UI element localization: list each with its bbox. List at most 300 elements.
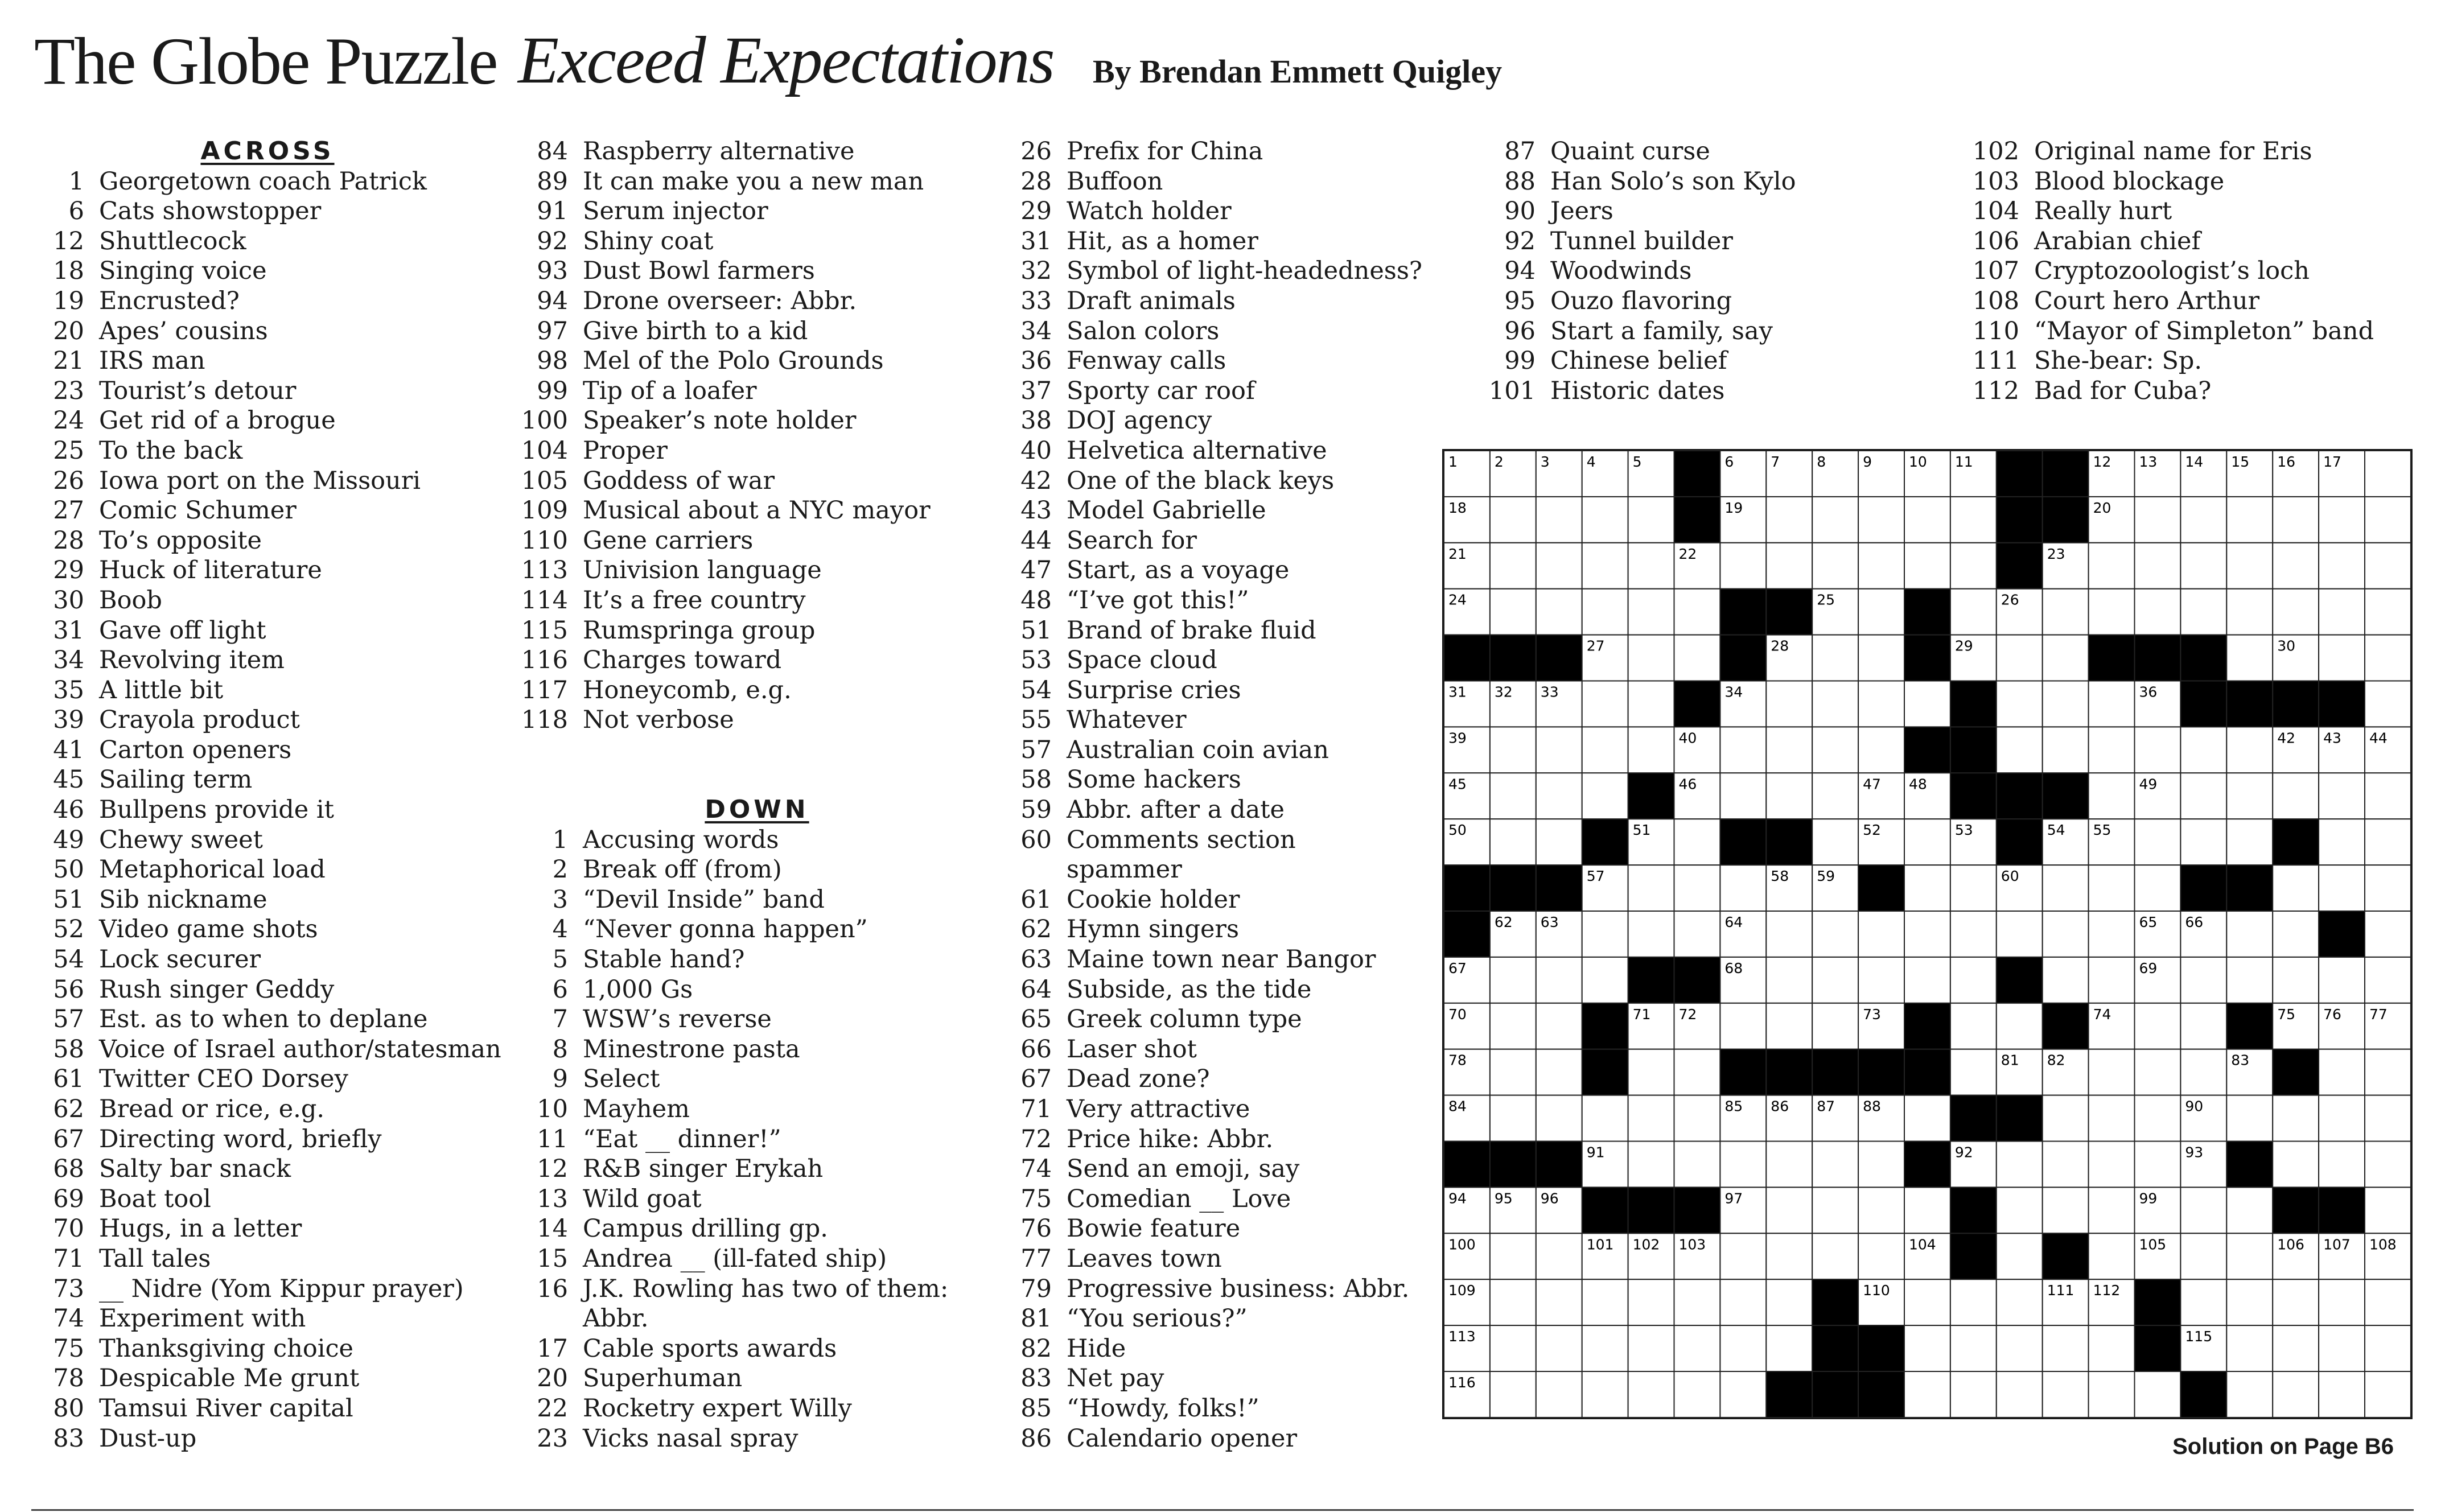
grid-cell[interactable] [1997,681,2043,727]
grid-cell[interactable] [2180,1003,2226,1049]
grid-cell[interactable] [2089,865,2135,911]
grid-cell[interactable] [1950,865,1997,911]
grid-cell[interactable] [2043,1095,2089,1142]
grid-cell[interactable] [2365,1049,2411,1095]
grid-cell[interactable] [2273,1325,2319,1371]
grid-cell[interactable] [2089,1371,2135,1418]
grid-cell[interactable] [1904,1095,1950,1142]
grid-cell[interactable] [1490,497,1536,543]
grid-cell[interactable] [2043,635,2089,681]
grid-cell[interactable] [1904,543,1950,589]
clue-number: 47 [1020,556,1052,585]
grid-cell[interactable] [1536,1279,1582,1325]
across-clue-23 [34,376,501,406]
clue-text: Univision language [583,556,822,585]
grid-cell[interactable] [2089,543,2135,589]
clue-number: 88 [1504,167,1536,196]
grid-cell[interactable] [1720,543,1766,589]
grid-cell[interactable] [2365,1279,2411,1325]
clue-number: 19 [53,286,84,315]
grid-cell[interactable] [1490,1325,1536,1371]
grid-cell[interactable] [2273,1142,2319,1188]
down-clue-16-cont [518,1304,996,1334]
grid-cell[interactable] [2226,543,2273,589]
grid-cell[interactable] [1950,911,1997,957]
grid-cell[interactable] [2180,589,2226,635]
grid-cell[interactable] [2365,865,2411,911]
grid-cell[interactable] [1766,681,1812,727]
grid-cell[interactable] [2135,1049,2181,1095]
grid-cell[interactable] [2226,1095,2273,1142]
grid-cell[interactable] [1536,1371,1582,1418]
grid-cell[interactable] [1628,911,1674,957]
grid-cell[interactable] [2089,957,2135,1003]
grid-number: 112 [2093,1282,2121,1299]
grid-cell[interactable] [1536,773,1582,819]
grid-cell[interactable] [2273,1371,2319,1418]
grid-cell[interactable] [1582,911,1628,957]
grid-cell[interactable] [2089,1187,2135,1233]
grid-cell[interactable] [1766,1142,1812,1188]
grid-cell[interactable] [2365,543,2411,589]
grid-cell[interactable] [2135,543,2181,589]
grid-cell[interactable] [2319,1325,2365,1371]
grid-cell[interactable] [2365,497,2411,543]
grid-cell[interactable] [1812,1003,1858,1049]
grid-cell[interactable] [1950,1003,1997,1049]
grid-cell[interactable] [2180,1187,2226,1233]
grid-cell[interactable] [2365,589,2411,635]
grid-cell[interactable] [1904,1371,1950,1418]
clue-text: Space cloud [1067,646,1217,675]
grid-cell[interactable] [2365,773,2411,819]
clue-number: 105 [521,466,568,495]
grid-cell[interactable] [2273,773,2319,819]
grid-cell[interactable] [2180,1049,2226,1095]
grid-cell[interactable] [1720,1003,1766,1049]
grid-cell[interactable] [1674,911,1720,957]
grid-cell[interactable] [2226,773,2273,819]
grid-cell[interactable] [1812,497,1858,543]
grid-cell[interactable] [2180,957,2226,1003]
grid-cell[interactable] [2135,819,2181,865]
grid-cell[interactable] [2319,1279,2365,1325]
down-clue-11 [518,1124,996,1155]
grid-cell[interactable] [2226,1371,2273,1418]
grid-cell[interactable] [1858,681,1904,727]
across-clue-113 [518,555,996,586]
grid-cell[interactable] [2319,1371,2365,1418]
grid-cell[interactable] [2043,1371,2089,1418]
grid-cell[interactable] [2319,1095,2365,1142]
grid-cell[interactable] [2089,727,2135,773]
grid-cell[interactable] [1997,911,2043,957]
grid-cell[interactable] [2273,1279,2319,1325]
grid-cell[interactable] [2135,1142,2181,1188]
grid-cell[interactable] [2089,1049,2135,1095]
grid-cell[interactable] [2226,911,2273,957]
grid-cell[interactable] [1628,1049,1674,1095]
grid-cell[interactable] [1536,589,1582,635]
grid-cell[interactable] [2365,911,2411,957]
grid-cell[interactable] [1904,865,1950,911]
grid-cell[interactable] [1997,1142,2043,1188]
clue-text: Mayhem [583,1095,690,1123]
clue-number: 46 [53,796,84,825]
clue-text: Georgetown coach Patrick [99,167,427,196]
clue-text: Dust Bowl farmers [583,257,815,286]
grid-cell[interactable] [1766,727,1812,773]
grid-cell[interactable] [1720,865,1766,911]
grid-cell[interactable] [2135,1003,2181,1049]
grid-cell[interactable] [2089,589,2135,635]
grid-cell[interactable] [1490,727,1536,773]
grid-cell[interactable] [1628,1371,1674,1418]
grid-cell[interactable] [1766,911,1812,957]
grid-cell[interactable] [1904,957,1950,1003]
grid-number: 78 [1448,1052,1467,1069]
clue-number: 14 [537,1214,568,1243]
grid-cell[interactable] [1582,589,1628,635]
grid-cell[interactable] [2180,727,2226,773]
grid-cell[interactable] [2226,957,2273,1003]
grid-cell[interactable] [1766,497,1812,543]
grid-cell[interactable] [2180,543,2226,589]
grid-cell[interactable] [1858,957,1904,1003]
grid-cell[interactable] [1997,1279,2043,1325]
grid-cell[interactable] [1766,1003,1812,1049]
grid-cell[interactable] [1812,681,1858,727]
grid-cell[interactable] [1858,635,1904,681]
grid-cell[interactable] [2319,1142,2365,1188]
grid-cell[interactable] [1490,1003,1536,1049]
grid-cell[interactable] [2319,819,2365,865]
grid-cell[interactable] [1490,589,1536,635]
grid-cell[interactable] [1536,1095,1582,1142]
grid-cell[interactable] [1904,681,1950,727]
grid-cell[interactable] [1812,819,1858,865]
clue-number: 4 [552,915,568,944]
grid-cell[interactable] [1628,865,1674,911]
grid-cell[interactable] [1628,497,1674,543]
grid-cell[interactable] [2135,1095,2181,1142]
grid-cell[interactable] [1720,1371,1766,1418]
grid-cell[interactable] [2043,1325,2089,1371]
grid-cell[interactable] [2273,1095,2319,1142]
grid-cell[interactable] [1997,1187,2043,1233]
grid-cell[interactable] [2319,497,2365,543]
grid-cell[interactable] [1628,589,1674,635]
grid-cell[interactable] [1812,1142,1858,1188]
grid-cell[interactable] [2365,819,2411,865]
grid-cell[interactable] [1536,1325,1582,1371]
grid-cell[interactable] [2135,865,2181,911]
grid-cell[interactable] [2226,727,2273,773]
grid-cell[interactable] [1997,635,2043,681]
grid-cell[interactable] [1904,819,1950,865]
clue-text: Surprise cries [1067,675,1241,704]
grid-cell[interactable] [2319,1049,2365,1095]
grid-cell[interactable] [2273,543,2319,589]
spacer [518,735,996,765]
grid-cell[interactable] [2365,635,2411,681]
grid-block [1766,1371,1812,1418]
grid-cell[interactable] [1858,497,1904,543]
grid-cell[interactable] [1536,1233,1582,1279]
grid-cell[interactable] [2319,773,2365,819]
grid-cell[interactable] [1582,773,1628,819]
clue-text: Bullpens provide it [99,796,334,825]
grid-cell[interactable] [1904,1187,1950,1233]
grid-cell[interactable] [2089,1233,2135,1279]
grid-cell[interactable] [2089,911,2135,957]
grid-cell[interactable] [1674,1279,1720,1325]
grid-cell[interactable] [2365,957,2411,1003]
down-clue-67 [1002,1064,1480,1094]
grid-cell[interactable] [2365,681,2411,727]
grid-cell[interactable] [1720,773,1766,819]
clue-number: 104 [1972,197,2019,226]
grid-cell[interactable] [2226,497,2273,543]
grid-cell[interactable] [1490,1279,1536,1325]
grid-number: 94 [1448,1190,1467,1207]
grid-cell[interactable] [2043,681,2089,727]
grid-cell[interactable] [2365,1325,2411,1371]
grid-cell[interactable] [2319,957,2365,1003]
grid-cell[interactable] [2089,681,2135,727]
grid-cell[interactable] [2226,635,2273,681]
grid-cell[interactable] [1904,1325,1950,1371]
clue-number: 23 [53,376,84,405]
grid-cell[interactable] [1720,1142,1766,1188]
grid-cell[interactable] [1674,819,1720,865]
grid-cell[interactable] [1674,1325,1720,1371]
grid-cell[interactable] [1536,1003,1582,1049]
grid-cell[interactable] [2365,451,2411,497]
grid-cell[interactable] [2089,1142,2135,1188]
grid-cell[interactable] [1628,1095,1674,1142]
grid-cell[interactable] [1812,911,1858,957]
grid-cell[interactable] [2180,773,2226,819]
grid-cell[interactable] [1812,727,1858,773]
grid-cell[interactable] [2365,1187,2411,1233]
grid-cell[interactable] [1628,1142,1674,1188]
grid-cell[interactable] [1582,497,1628,543]
grid-cell[interactable] [1628,727,1674,773]
grid-cell[interactable] [2180,1279,2226,1325]
grid-cell[interactable] [1812,1233,1858,1279]
grid-cell[interactable] [1582,543,1628,589]
grid-cell[interactable] [1720,1233,1766,1279]
grid-cell[interactable] [2226,589,2273,635]
grid-cell[interactable] [1536,497,1582,543]
clue-number: 93 [537,257,568,286]
grid-cell[interactable] [1997,1325,2043,1371]
grid-cell[interactable] [1536,727,1582,773]
grid-cell[interactable] [1812,635,1858,681]
grid-cell[interactable] [2226,1279,2273,1325]
clue-number: 75 [53,1334,84,1363]
grid-cell[interactable] [1812,957,1858,1003]
grid-cell[interactable] [1812,1187,1858,1233]
grid-cell[interactable] [2089,1095,2135,1142]
grid-cell[interactable] [1858,589,1904,635]
grid-cell[interactable] [1674,1371,1720,1418]
clue-text: “Mayor of Simpleton” band [2034,316,2374,345]
grid-cell[interactable] [1582,727,1628,773]
grid-cell[interactable] [1490,957,1536,1003]
grid-cell[interactable] [1904,1279,1950,1325]
grid-cell[interactable] [2319,589,2365,635]
grid-cell[interactable] [2273,497,2319,543]
grid-cell[interactable] [2135,497,2181,543]
clue-text: Greek column type [1067,1005,1302,1034]
grid-cell[interactable] [1997,1003,2043,1049]
grid-cell[interactable] [2319,543,2365,589]
grid-cell[interactable] [1582,681,1628,727]
down-clue-34 [1002,316,1480,347]
grid-cell[interactable] [1536,543,1582,589]
clue-text: Ouzo flavoring [1550,286,1732,315]
grid-cell[interactable] [1674,865,1720,911]
grid-cell[interactable] [2319,635,2365,681]
grid-cell[interactable] [1490,773,1536,819]
grid-cell[interactable] [2273,911,2319,957]
grid-cell[interactable] [1582,1325,1628,1371]
grid-cell[interactable] [1720,727,1766,773]
grid-cell[interactable] [2043,589,2089,635]
grid-cell[interactable] [1720,1279,1766,1325]
grid-cell[interactable] [1950,1371,1997,1418]
grid-cell[interactable] [2135,1371,2181,1418]
grid-cell[interactable] [1766,1233,1812,1279]
grid-cell[interactable] [1950,497,1997,543]
grid-cell[interactable] [1997,1233,2043,1279]
grid-cell[interactable] [1582,1095,1628,1142]
grid-cell[interactable] [1490,819,1536,865]
grid-cell[interactable] [2226,1233,2273,1279]
grid-cell[interactable] [1904,497,1950,543]
grid-cell[interactable] [1674,1095,1720,1142]
grid-cell[interactable] [2043,957,2089,1003]
grid-cell[interactable] [2180,497,2226,543]
grid-cell[interactable] [1858,1187,1904,1233]
grid-cell[interactable] [1628,681,1674,727]
grid-cell[interactable] [1997,727,2043,773]
grid-block [1536,1142,1582,1188]
grid-cell[interactable] [1858,1233,1904,1279]
grid-cell[interactable] [1536,957,1582,1003]
grid-cell[interactable] [2226,819,2273,865]
grid-cell[interactable] [1766,1187,1812,1233]
clue-number: 59 [1020,796,1052,825]
grid-number: 56 [2277,822,2296,839]
grid-cell[interactable] [2043,1187,2089,1233]
grid-cell[interactable] [1582,1371,1628,1418]
grid-cell[interactable] [2273,957,2319,1003]
grid-cell[interactable] [2180,1233,2226,1279]
grid-cell[interactable] [1628,635,1674,681]
grid-cell[interactable] [2135,589,2181,635]
grid-cell[interactable] [1766,1279,1812,1325]
grid-cell[interactable] [1904,911,1950,957]
grid-block [2319,681,2365,727]
grid-cell[interactable] [1674,589,1720,635]
down-clue-99 [1485,346,1964,376]
grid-cell[interactable] [2226,1325,2273,1371]
grid-cell[interactable] [1950,1325,1997,1371]
grid-cell[interactable] [1490,1095,1536,1142]
grid-number: 40 [1678,730,1697,747]
grid-cell[interactable] [1582,1279,1628,1325]
grid-cell[interactable] [1950,957,1997,1003]
grid-cell[interactable] [1766,543,1812,589]
across-clue-67 [34,1124,501,1155]
grid-cell[interactable] [2365,1371,2411,1418]
grid-cell[interactable] [1490,1049,1536,1095]
grid-cell[interactable] [1858,911,1904,957]
grid-cell[interactable] [2043,1142,2089,1188]
grid-cell[interactable] [1490,543,1536,589]
grid-cell[interactable] [2089,1325,2135,1371]
grid-cell[interactable] [2365,1095,2411,1142]
grid-cell[interactable] [1720,1325,1766,1371]
grid-cell[interactable] [1628,1279,1674,1325]
down-clue-79 [1002,1274,1480,1304]
grid-cell[interactable] [2043,727,2089,773]
grid-cell[interactable] [2273,589,2319,635]
grid-cell[interactable] [2226,1187,2273,1233]
grid-cell[interactable] [1950,543,1997,589]
grid-cell[interactable] [1858,727,1904,773]
grid-cell[interactable] [1812,543,1858,589]
clue-number: 18 [53,257,84,286]
grid-cell[interactable] [1950,1049,1997,1095]
grid-cell[interactable] [2273,865,2319,911]
grid-cell[interactable] [2043,911,2089,957]
grid-cell[interactable] [1858,1142,1904,1188]
grid-cell[interactable] [1674,1142,1720,1188]
grid-block [1720,589,1766,635]
grid-cell[interactable] [1766,773,1812,819]
grid-cell[interactable] [1582,957,1628,1003]
grid-cell[interactable] [1766,957,1812,1003]
grid-cell[interactable] [1950,1279,1997,1325]
grid-cell[interactable] [2089,773,2135,819]
grid-cell[interactable] [1674,635,1720,681]
grid-cell[interactable] [1628,543,1674,589]
grid-cell[interactable] [1950,589,1997,635]
grid-cell[interactable] [2043,865,2089,911]
grid-cell[interactable] [1490,1371,1536,1418]
grid-number: 116 [1448,1374,1476,1391]
grid-cell[interactable] [1858,543,1904,589]
grid-cell[interactable] [2180,819,2226,865]
clue-number: 76 [1020,1214,1052,1243]
grid-cell[interactable] [1536,819,1582,865]
grid-cell[interactable] [1766,1325,1812,1371]
grid-cell[interactable] [1812,773,1858,819]
grid-cell[interactable] [1997,1371,2043,1418]
grid-cell[interactable] [2135,727,2181,773]
clue-text: Honeycomb, e.g. [583,675,792,704]
grid-cell[interactable] [1536,1049,1582,1095]
grid-cell[interactable] [1490,1233,1536,1279]
grid-cell[interactable] [2319,865,2365,911]
grid-cell[interactable] [2365,1142,2411,1188]
grid-cell[interactable] [1628,1325,1674,1371]
grid-cell[interactable] [1674,1049,1720,1095]
